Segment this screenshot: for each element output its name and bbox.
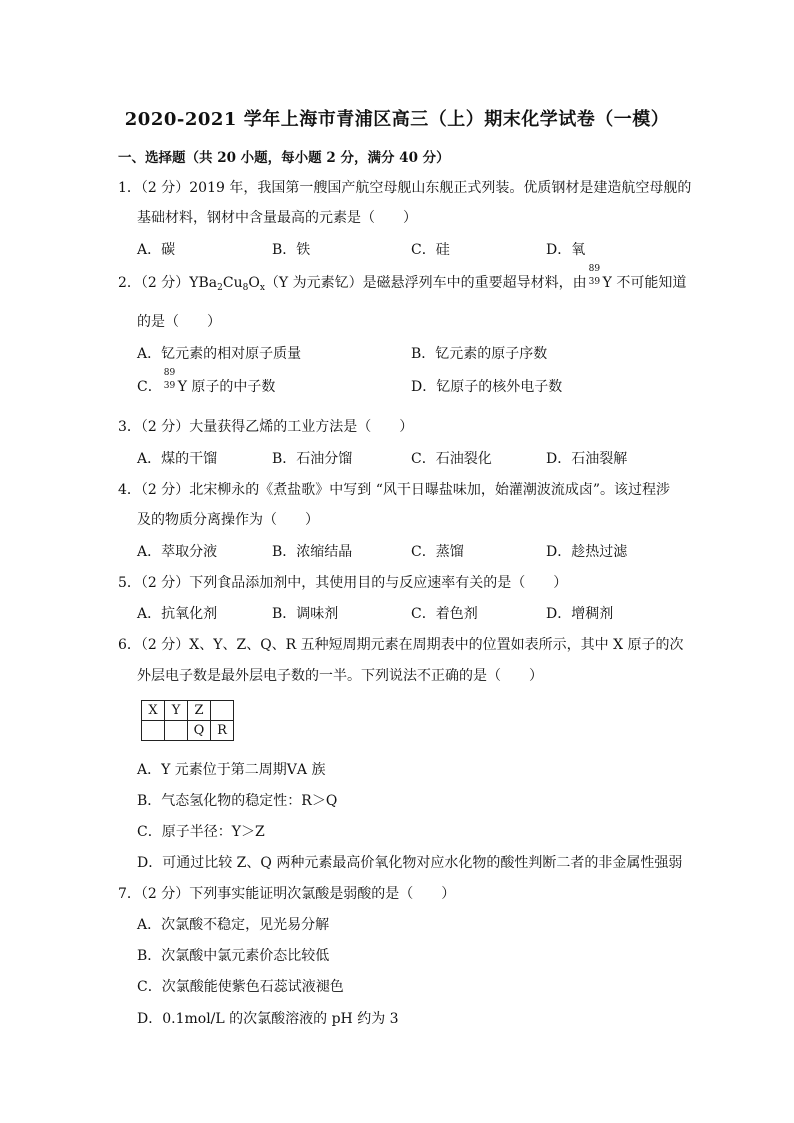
question-3-option-a: A．煤的干馏 [137,451,218,467]
question-2-option-d: D．钇原子的核外电子数 [411,379,563,395]
question-1-option-a: A．碳 [137,242,176,258]
question-5-option-a: A．抗氧化剂 [137,606,218,622]
page-title: 2020-2021 学年上海市青浦区高三（上）期末化学试卷（一模） [124,109,670,130]
section-heading: 一、选择题（共 20 小题，每小题 2 分，满分 40 分） [118,150,450,166]
nuclide-notation [162,368,178,391]
question-7-option-c: C．次氯酸能使紫色石蕊试液褪色 [137,979,344,995]
question-3-option-b: B．石油分馏 [272,451,353,467]
periodic-table-fragment [141,700,234,741]
question-7-option-a: A．次氯酸不稳定，见光易分解 [137,917,330,933]
question-5-option-c: C．着色剂 [411,606,478,622]
element-symbol: Y [602,275,612,291]
mass-number: 89 [163,368,176,378]
atomic-number: 39 [163,381,176,391]
option-c-prefix: C． [137,379,162,395]
question-5-stem: 5．（2 分）下列食品添加剂中，其使用目的与反应速率有关的是（ ） [118,575,568,591]
question-2-stem-post: （Y 为元素钇）是磁悬浮列车中的重要超导材料，由 [264,275,587,291]
question-1-stem-cont: 基础材料，钢材中含量最高的元素是（ ） [137,210,417,226]
question-7-stem: 7．（2 分）下列事实能证明次氯酸是弱酸的是（ ） [118,886,456,902]
table-cell: Y [165,701,188,721]
question-7-option-d: D．0.1mol/L 的次氯酸溶液的 pH 约为 3 [137,1011,399,1027]
question-4-option-d: D．趁热过滤 [546,544,628,560]
formula-subscript: 2 [217,283,223,293]
table-cell: Q [188,721,211,741]
question-1-option-c: C．硅 [411,242,450,258]
question-7-option-b: B．次氯酸中氯元素价态比较低 [137,948,330,964]
question-6-stem: 6．（2 分）X、Y、Z、Q、R 五种短周期元素在周期表中的位置如表所示，其中 X 原子的次 [118,637,684,653]
question-6-option-a: A．Y 元素位于第二周期ⅤA 族 [137,762,326,778]
table-cell: Z [188,701,211,721]
table-cell [142,721,165,741]
formula-subscript: 8 [242,283,249,293]
question-4-option-c: C．蒸馏 [411,544,464,560]
question-5-option-d: D．增稠剂 [546,606,614,622]
question-6-option-b: B．气态氢化物的稳定性：R＞Q [137,793,338,809]
option-c-text: 原子的中子数 [186,379,276,395]
question-4-option-a: A．萃取分液 [137,544,218,560]
question-3-option-c: C．石油裂化 [411,451,492,467]
periodic-table-row [142,721,234,741]
question-1-option-d: D．氧 [546,242,586,258]
question-2-stem-cont: 的是（ ） [137,314,221,330]
question-6-stem-cont: 外层电子数是最外层电子数的一半。下列说法不正确的是（ ） [137,668,543,684]
question-4-option-b: B．浓缩结晶 [272,544,353,560]
question-2-option-c [137,368,276,396]
question-2-stem-pre: 2．（2 分）YBa [118,275,218,291]
table-cell: R [211,721,234,741]
table-cell [165,721,188,741]
question-6-option-d: D．可通过比较 Z、Q 两种元素最高价氧化物对应水化物的酸性判断二者的非金属性强弱 [137,855,683,871]
formula-part: Cu [222,275,243,291]
question-4-stem: 4．（2 分）北宋柳永的《煮盐歌》中写到 “风干日曝盐味加，始灌潮波流成卤”。该过程涉 [118,482,671,498]
table-cell [211,701,234,721]
question-2-stem-post2: 不可能知道 [611,275,687,291]
question-2-stem [118,264,687,293]
question-1-option-b: B．铁 [272,242,311,258]
formula-subscript: x [259,283,265,293]
nuclide-notation [587,264,603,287]
atomic-number: 39 [588,277,601,287]
table-cell: X [142,701,165,721]
question-4-stem-cont: 及的物质分离操作为（ ） [137,512,319,528]
question-1-stem: 1．（2 分）2019 年，我国第一艘国产航空母舰山东舰正式列装。优质钢材是建造航空母舰的 [118,180,692,196]
question-2-option-a: A．钇元素的相对原子质量 [137,346,302,362]
question-3-option-d: D．石油裂解 [546,451,628,467]
periodic-table-row [142,701,234,721]
formula-part: O [248,275,260,291]
mass-number: 89 [588,264,601,274]
element-symbol: Y [177,379,187,395]
question-2-option-b: B．钇元素的原子序数 [411,346,548,362]
question-6-option-c: C．原子半径：Y＞Z [137,824,265,840]
question-5-option-b: B．调味剂 [272,606,339,622]
question-3-stem: 3．（2 分）大量获得乙烯的工业方法是（ ） [118,419,414,435]
